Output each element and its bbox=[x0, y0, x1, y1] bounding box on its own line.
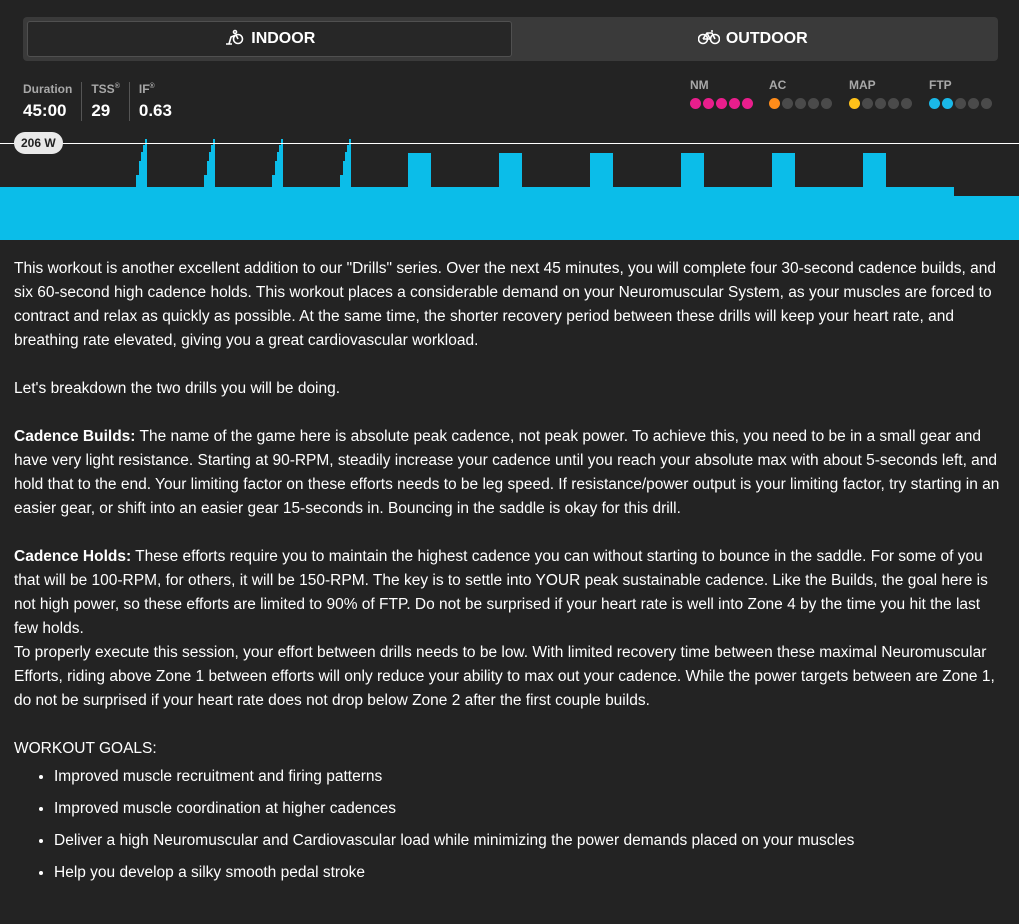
zone-ftp-dots bbox=[929, 98, 992, 109]
zone-dot bbox=[901, 98, 912, 109]
zone-dot bbox=[795, 98, 806, 109]
zone-dot bbox=[955, 98, 966, 109]
zone-dot bbox=[981, 98, 992, 109]
description-breakdown: Let's breakdown the two drills you will be doing. bbox=[14, 380, 341, 397]
zone-map bbox=[849, 78, 912, 109]
zone-dot bbox=[782, 98, 793, 109]
interval-block bbox=[499, 153, 522, 240]
goals-title: WORKOUT GOALS: bbox=[14, 740, 157, 757]
ftp-line bbox=[0, 143, 1019, 144]
metric-if bbox=[129, 82, 181, 121]
metric-if-value: 0.63 bbox=[138, 101, 172, 120]
indoor-trainer-icon bbox=[223, 29, 245, 50]
zone-nm-dots bbox=[690, 98, 753, 109]
interval-block bbox=[590, 153, 613, 240]
workout-description bbox=[14, 257, 1008, 893]
zone-ftp-label: FTP bbox=[929, 78, 952, 92]
tab-outdoor-label: OUTDOOR bbox=[725, 30, 808, 47]
zone-ac bbox=[769, 78, 832, 109]
environment-tabs bbox=[23, 17, 998, 61]
bicycle-icon bbox=[698, 29, 720, 50]
zone-dot bbox=[716, 98, 727, 109]
zone-dot bbox=[862, 98, 873, 109]
interval-block bbox=[863, 153, 886, 240]
metric-duration bbox=[23, 82, 81, 121]
zone-nm bbox=[690, 78, 753, 109]
zone-dot bbox=[703, 98, 714, 109]
description-builds bbox=[14, 425, 1008, 521]
description-holds bbox=[14, 545, 1008, 641]
goal-item: • Improved muscle recruitment and firing patterns bbox=[54, 765, 1008, 789]
zone-dot bbox=[690, 98, 701, 109]
goal-item: • Help you develop a silky smooth pedal stroke bbox=[54, 861, 1008, 885]
zone-dot bbox=[821, 98, 832, 109]
zone-dot bbox=[808, 98, 819, 109]
interval-block bbox=[954, 196, 1019, 240]
interval-block bbox=[0, 187, 135, 240]
builds-text: The name of the game here is absolute peak cadence, not peak power. To achieve this, you need to be in a small gear and have very light resistance. Starting at 90-RPM, steadily increase your cadence until you reach your absolute max with about 5-seconds left, and hold that to the end. Your limiting factor on these efforts needs to be leg speed. If resistance/power output is your limiting factor, try starting in an easier gear, or shift into an easier gear 15-seconds in. Bouncing in the saddle is okay for this drill. bbox=[14, 428, 1000, 517]
zone-map-dots bbox=[849, 98, 912, 109]
holds-text: These efforts require you to maintain the highest cadence you can without starting to bounce in the saddle. For some of you that will be 100-RPM, for others, it will be 150-RPM. The key is to settle into YOUR peak sustainable cadence. Like the Builds, the goal here is not high power, so these efforts are limited to 90% of FTP. Do not be surprised if your heart rate is well into Zone 4 by the time you hit the last few holds. bbox=[14, 548, 988, 637]
holds-title: Cadence Holds: bbox=[14, 548, 132, 565]
zone-dot bbox=[942, 98, 953, 109]
ftp-badge: 206 W bbox=[14, 132, 63, 154]
interval-block bbox=[681, 153, 704, 240]
goals-list bbox=[14, 765, 1008, 885]
tab-indoor-label: INDOOR bbox=[251, 30, 316, 47]
workout-metrics bbox=[23, 82, 181, 121]
metric-tss bbox=[81, 82, 129, 121]
metric-duration-value: 45:00 bbox=[23, 101, 67, 120]
goal-item: • Improved muscle coordination at higher cadences bbox=[54, 797, 1008, 821]
zone-dot bbox=[769, 98, 780, 109]
interval-block bbox=[772, 153, 795, 240]
tab-indoor[interactable] bbox=[27, 21, 512, 57]
builds-title: Cadence Builds: bbox=[14, 428, 136, 445]
zone-dot bbox=[929, 98, 940, 109]
interval-block bbox=[408, 153, 431, 240]
interval-block bbox=[349, 139, 351, 240]
zone-nm-label: NM bbox=[690, 78, 709, 92]
metric-tss-value: 29 bbox=[91, 101, 111, 120]
zone-dot bbox=[968, 98, 979, 109]
interval-block bbox=[213, 139, 215, 240]
zone-dot bbox=[875, 98, 886, 109]
goal-item: • Deliver a high Neuromuscular and Cardiovascular load while minimizing the power demands placed on your muscles bbox=[54, 829, 1008, 853]
tab-outdoor[interactable] bbox=[512, 21, 995, 57]
interval-block bbox=[145, 139, 147, 240]
description-execute: To properly execute this session, your effort between drills needs to be low. With limited recovery time between these maximal Neuromuscular Efforts, riding above Zone 1 between efforts will only reduce your ability to max out your cadence. While the power targets between are Zone 1, do not be surprised if your heart rate does not drop below Zone 2 after the first couple builds. bbox=[14, 644, 995, 709]
zone-ftp bbox=[929, 78, 992, 109]
zone-ac-label: AC bbox=[769, 78, 787, 92]
metric-duration-label: Duration bbox=[23, 82, 73, 96]
zone-dot bbox=[742, 98, 753, 109]
zone-map-label: MAP bbox=[849, 78, 876, 92]
metric-tss-label: TSS® bbox=[91, 82, 120, 96]
zone-dot bbox=[729, 98, 740, 109]
metric-if-label: IF® bbox=[138, 82, 155, 96]
zone-dot bbox=[849, 98, 860, 109]
zone-ac-dots bbox=[769, 98, 832, 109]
description-intro: This workout is another excellent addition to our "Drills" series. Over the next 45 minutes, you will complete four 30-second cadence builds, and six 60-second high cadence holds. This workout places a considerable demand on your Neuromuscular System, as your muscles are forced to contract and relax as quickly as possible. At the same time, the shorter recovery period between these drills will keep your heart rate, and breathing rate elevated, giving you a great cardiovascular workload. bbox=[14, 260, 996, 349]
interval-block bbox=[281, 139, 283, 240]
zone-dot bbox=[888, 98, 899, 109]
